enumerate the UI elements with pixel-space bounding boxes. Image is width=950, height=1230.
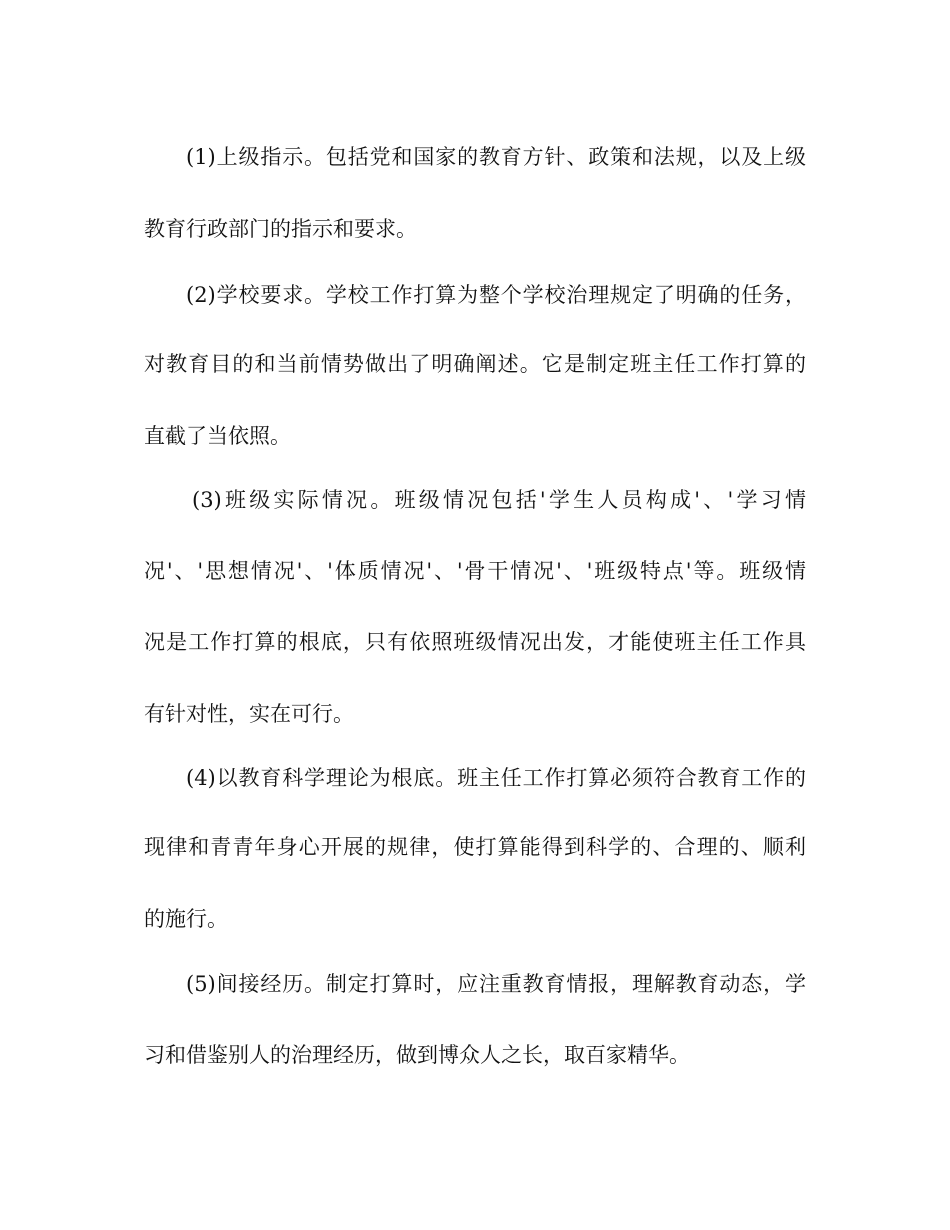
paragraph-1-line-1: (1)上级指示。包括党和国家的教育方针、政策和法规，以及上级	[186, 145, 806, 169]
paragraph-3-line-2: 况'、'思想情况'、'体质情况'、'骨干情况'、'班级特点'等。班级情	[144, 559, 806, 583]
paragraph-2-line-1: (2)学校要求。学校工作打算为整个学校治理规定了明确的任务，	[186, 283, 806, 307]
paragraph-5-line-1: (5)间接经历。制定打算时，应注重教育情报，理解教育动态，学	[186, 972, 806, 996]
paragraph-4-line-3: 的施行。	[144, 907, 228, 931]
paragraph-3-line-1: (3)班级实际情况。班级情况包括'学生人员构成'、'学习情	[192, 488, 806, 512]
paragraph-3-line-4: 有针对性，实在可行。	[144, 702, 354, 726]
paragraph-1-line-2: 教育行政部门的指示和要求。	[144, 217, 417, 241]
paragraph-3-line-3: 况是工作打算的根底，只有依照班级情况出发，才能使班主任工作具	[144, 630, 806, 654]
paragraph-2-line-3: 直截了当依照。	[144, 424, 291, 448]
paragraph-5-line-2: 习和借鉴别人的治理经历，做到博众人之长，取百家精华。	[144, 1043, 690, 1067]
paragraph-2-line-2: 对教育目的和当前情势做出了明确阐述。它是制定班主任工作打算的	[144, 352, 806, 376]
paragraph-4-line-1: (4)以教育科学理论为根底。班主任工作打算必须符合教育工作的	[186, 766, 806, 790]
paragraph-4-line-2: 现律和青青年身心开展的规律，使打算能得到科学的、合理的、顺利	[144, 835, 806, 859]
